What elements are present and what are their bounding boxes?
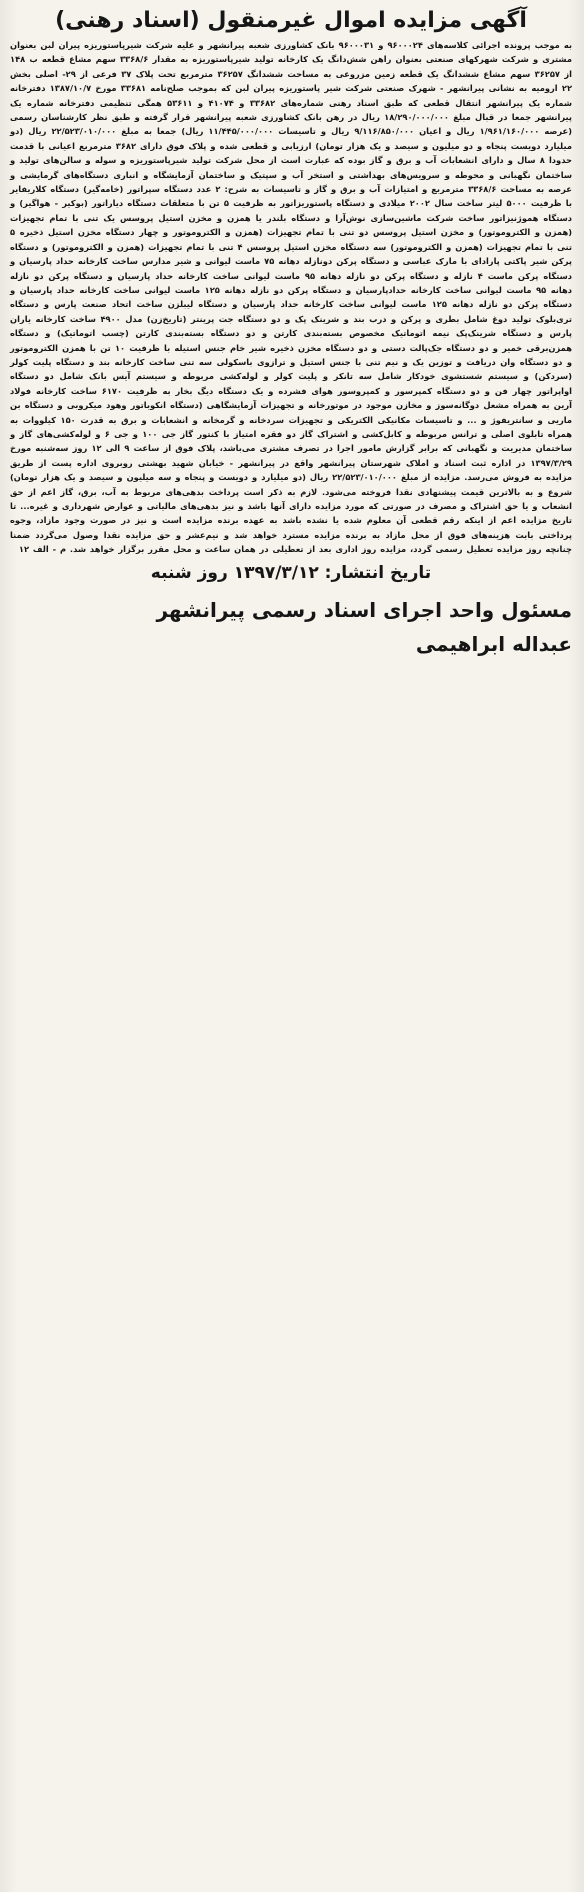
notice-body: به موجب پرونده اجرائی کلاسه‌های ۹۶۰۰۰۲۴ و ۹۶۰۰۰۳۱ بانک کشاورزی شعبه پیرانشهر و علیه شرکت شیرپاستوریزه پیران لبن بعنوان مشتری و شرکت شهرکهای صنعتی بعنوان راهن شش‌دانگ یک کارخانه تولید شیرپاستوریزه به مقدار ۳۳۶۸/۶ سهم مشاع قطعه ب ۱۴۸ از ۳۶۲۵۷ سهم مشاع ششدانگ یک قطعه زمین مزروعی به مساحت ششدانگ ۳۶۲۵۷ مترمربع تحت پلاک ۳۷ فرعی از ۲۹- اصلی بخش ۲۲ ارومیه به نشانی پیرانشهر - شهرک صنعتی شرکت شیر پاستوریزه پیران لبن که بموجب صلح‌نامه ۳۳۶۸۱ مورخ ۱۳۸۷/۱۰/۷ دفترخانه شماره یک پیرانشهر انتقال قطعی که طبق اسناد رهنی شماره‌های ۳۳۶۸۲ و ۴۱۰۷۴ و ۵۳۶۱۱ همگی تنظیمی دفترخانه شماره یک پیرانشهر جمعا در قبال مبلغ ۱۸/۲۹۰/۰۰۰/۰۰۰ ریال در رهن بانک کشاورزی شعبه پیرانشهر قرار گرفته و طبق نظر کارشناسان رسمی (عرصه ۱/۹۶۱/۱۶۰/۰۰۰ ریال و اعیان ۹/۱۱۶/۸۵۰/۰۰۰ ریال و تاسیسات ۱۱/۴۴۵/۰۰۰/۰۰۰ ریال) جمعا به مبلغ ۲۲/۵۲۳/۰۱۰/۰۰۰ ریال (دو میلیارد دویست پنجاه و دو میلیون و سیصد و یک هزار تومان) ارزیابی و قطعی شده و پلاک فوق دارای ۳۶۸۲ مترمربع اعیانی با قدمت حدودا ۸ سال و دارای انشعابات آب و برق و گاز بوده که عبارت است از محل شرکت تولید شیرپاستوریزه و سوله و سالن‌های تولید و ساختمان نگهبانی و محوطه و سرویس‌های بهداشتی و استخر آب و سپتیک و ساختمان آزمایشگاه و انباری دستگاه‌های گرمایشی و عرصه به مساحت ۳۳۶۸/۶ مترمربع و امتیازات آب و برق و گاز و تاسیسات به شرح: ۲ عدد دستگاه سپراتور (خامه‌گیر) دستگاه کلاریفایر با ظرفیت ۵۰۰۰ لیتر ساخت سال ۲۰۰۲ میلادی و دستگاه پاستوریزاتور به ظرفیت ۵ تن با متعلقات دستگاه دیاراتور (بوکیر - هواگیر) و دستگاه هموژنیزاتور ساخت شرکت ماشین‌سازی نوش‌آرا و دستگاه بلندر یا همزن و مخزن استیل پروسس یک تنی با تمام تجهیزات (همزن و الکتروموتور) و مخزن استیل پروسس دو تنی با تمام تجهیزات (همزن و الکتروموتور و چهار دستگاه مخزن استیل ذخیره ۵ تنی با تمام تجهیزات (همزن و الکتروموتور) سه دستگاه مخزن استیل پروسس ۴ تنی با تمام تجهیزات (همزن و الکتروموتور) و دستگاه پرکن شیر پاکتی پارادای با مارک عباسی و دستگاه پرکن دونازله دهانه ۷۵ ماست لیوانی و شیر مدارس ساخت کارخانه حداد پارسیان و دستگاه پرکن ماست ۴ نازله و دستگاه پرکن دو نازله دهانه ۹۵ ماست لیوانی ساخت کارخانه حداد پارسیان و دستگاه پرکن دو نازله دهانه ۹۵ ماست لیوانی ساخت کارخانه حدادپارسیان و دستگاه پرکن دو نازله دهانه ۱۲۵ ماست لیوانی ساخت کارخانه حداد پارسیان و دستگاه پرکن دو نازله دهانه ۱۲۵ ماست لیوانی ساخت کارخانه حداد پارسیان و دستگاه لیبلزن ساخت اتحاد صنعت پارس و دستگاه تری‌بلوک تولید دوغ شامل بطری و پرکن و درب بند و شرینک پک و دو دستگاه جت پرینتر (تاریخ‌زن) مدل ۴۹۰۰ ساخت کارخانه یاران پارس و دستگاه شرینک‌پک نیمه اتوماتیک مخصوص بسته‌بندی کارتن و دو دستگاه بسته‌بندی کارتن (چسب اتوماتیک) و دستگاه همزن‌برقی خمیر و دو دستگاه جک‌پالت دستی و دو دستگاه مخزن ذخیره شیر خام جنس استیله با ظرفیت ۱۰ تن با همزن الکتروموتور و دو دستگاه وان دریافت و توزین یک و نیم تنی با جنس استیل و ترازوی باسکولی سه تنی ساخت کارخانه بند و دستگاه پلیت کولر (سردکن) و سیستم شستشوی خودکار شامل سه تانکر و پلیت کولر و لوله‌کشی مربوطه و سیستم آیس بانک شامل دو دستگاه اواپراتور چهار فن و دو دستگاه کمپرسور و کمپروسور هوای فشرده و یک دستگاه دیگ بخار به ظرفیت ۶۱۷۰ ساخت کارخانه فولاد آرین به همراه مشعل دوگانه‌سوز و مخازن موجود در موتورخانه و تجهیزات آزمایشگاهی (دستگاه انکوباتور وهود میکروبی و دستگاه بن ماریی و سانتریفوژ و ... و تاسیسات مکانیکی الکتریکی و تجهیزات سردخانه و گرمخانه و انشعابات و برق به قدرت ۱۵۰ کیلووات به همراه تابلوی اصلی و ترانس مربوطه و کابل‌کشی و اشتراک گاز دو فقره امتیاز با کنتور گاز جی ۱۰۰ و جی ۶ و لوله‌کشی‌های گاز و ساختمان مدیریت و نگهبانی که برابر گزارش مامور اجرا در تصرف مشتری می‌باشد، پلاک فوق از ساعت ۹ الی ۱۲ روز سه‌شنبه مورخ ۱۳۹۷/۳/۲۹ در اداره ثبت اسناد و املاک شهرستان پیرانشهر واقع در پیرانشهر - خیابان شهید بهشتی روبروی اداره پست از طریق مزایده به فروش می‌رسد. مزایده از مبلغ ۲۲/۵۲۳/۰۱۰/۰۰۰ ریال (دو میلیارد و دویست و پنجاه و سه میلیون و سیصد و یک هزار تومان) شروع و به بالاترین قیمت پیشنهادی نقدا فروخته می‌شود. لازم به ذکر است پرداخت بدهی‌های مربوط به آب، برق، گاز اعم از حق انشعاب و یا حق اشتراک و مصرف در صورتی که مورد مزایده دارای آنها باشد و نیز بدهی‌های مالیاتی و عوارض شهرداری و غیره... تا تاریخ مزایده اعم از اینکه رقم قطعی آن معلوم شده یا نشده باشد به عهده برنده مزایده است و نیز در صورت وجود مازاد، وجوه پرداختی بابت هزینه‌های فوق از محل مازاد به برنده مزایده مسترد خواهد شد و نیم‌عشر و حق مزایده نقدا وصول می‌گردد ضمنا چنانچه روز مزایده تعطیل رسمی گردد، مزایده روز اداری بعد از تعطیلی در همان ساعت و محل مقرر برگزار خواهد شد. م - الف ۱۲ bbox=[10, 40, 573, 555]
signature-name: عبداله ابراهیمی bbox=[415, 631, 572, 656]
signature-title: مسئول واحد اجرای اسناد رسمی پیرانشهر bbox=[156, 597, 572, 622]
publication-date: تاریخ انتشار: ۱۳۹۷/۳/۱۲ روز شنبه bbox=[150, 562, 432, 583]
notice-title: آگهی مزایده اموال غیرمنقول (اسناد رهنی) bbox=[55, 8, 527, 33]
